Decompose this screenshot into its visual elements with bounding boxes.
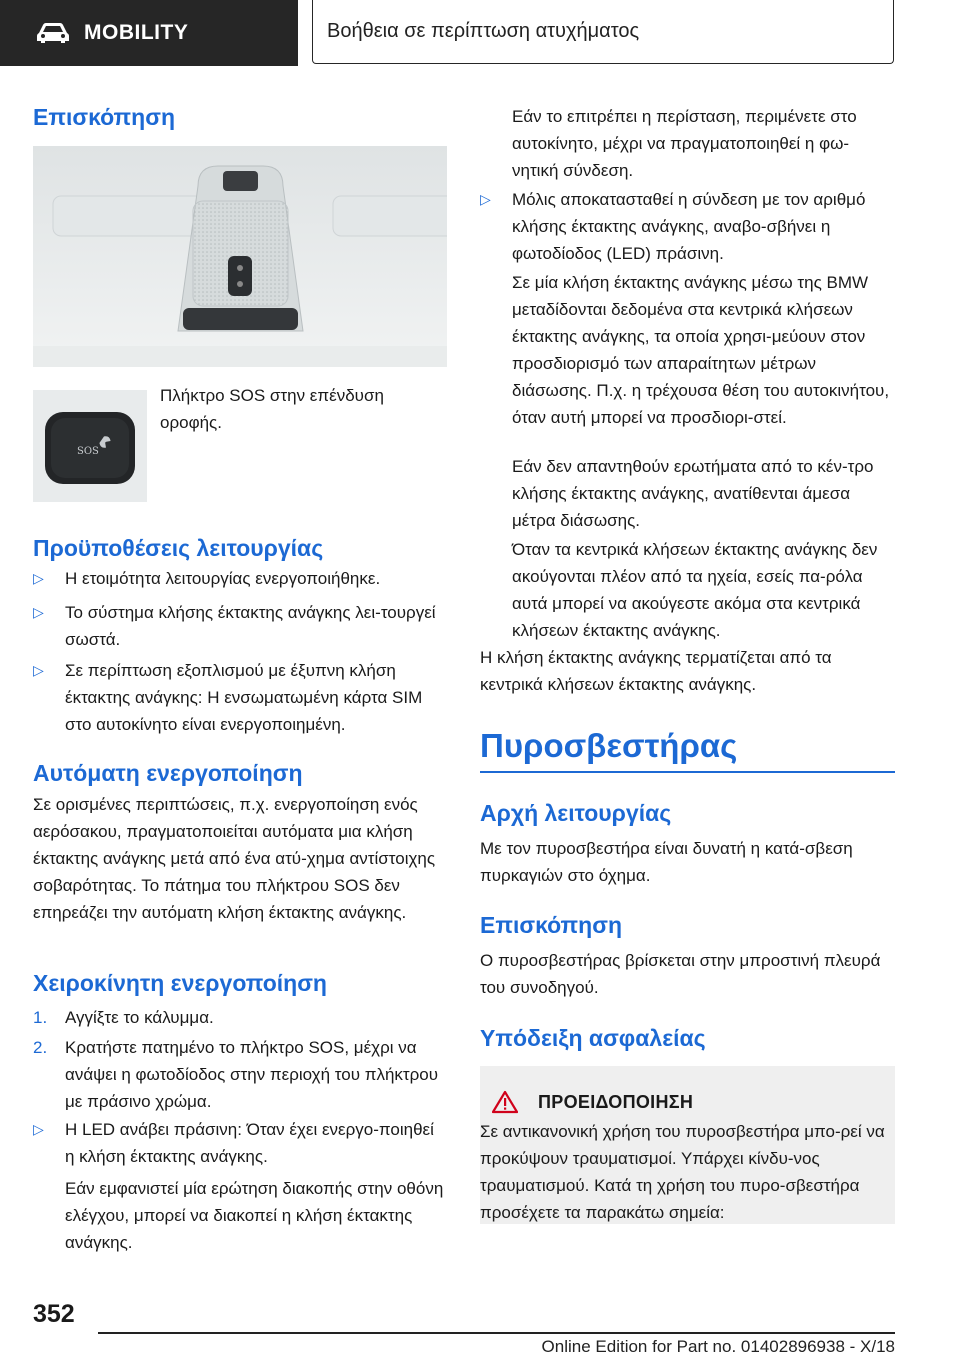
step-number: 1. bbox=[33, 1008, 48, 1027]
list-item: ▷ Το σύστημα κλήσης έκτακτης ανάγκης λει‐τουργεί σωστά. bbox=[33, 599, 447, 653]
overview-heading-2: Επισκόπηση bbox=[480, 912, 622, 938]
footer-edition: Online Edition for Part no. 01402896938 - X/18 bbox=[541, 1337, 895, 1356]
rescue-paragraph: Εάν δεν απαντηθούν ερωτήματα από το κέν‐τρο κλήσης έκτακτης ανάγκης, ανατίθενται άμεσα μέτρα διάσωσης. bbox=[512, 457, 874, 530]
page-number: 352 bbox=[33, 1300, 75, 1328]
photo-caption: Πλήκτρο SOS στην επένδυση οροφής. bbox=[160, 386, 384, 432]
list-item: ▷ Η LED ανάβει πράσινη: Όταν έχει ενεργο‐ποιηθεί η κλήση έκτακτης ανάγκης. bbox=[33, 1116, 447, 1170]
chapter-title: Βοήθεια σε περίπτωση ατυχήματος bbox=[327, 20, 640, 42]
list-item: ▷ Μόλις αποκατασταθεί η σύνδεση με τον αριθμό κλήσης έκτακτης ανάγκης, αναβο‐σβήνει η φωτοδίοδος (LED) πράσινη. bbox=[480, 186, 895, 267]
triangle-bullet-icon: ▷ bbox=[33, 1121, 44, 1137]
prereq-heading: Προϋποθέσεις λειτουργίας bbox=[33, 535, 324, 561]
headliner-photo bbox=[33, 146, 447, 367]
sos-label: SOS bbox=[77, 446, 99, 457]
warning-box bbox=[480, 1066, 895, 1224]
section-tab bbox=[0, 0, 298, 66]
step-item: 2. Κρατήστε πατημένο το πλήκτρο SOS, μέχρι να ανάψει η φωτοδίοδος στην περιοχή του πλήκτρου με πράσινο χρώμα. bbox=[33, 1034, 447, 1115]
step-item: 1. Αγγίξτε το κάλυμμα. bbox=[33, 1004, 447, 1031]
heading-rule bbox=[480, 771, 895, 773]
end-call-paragraph: Η κλήση έκτακτης ανάγκης τερματίζεται από τα κεντρικά κλήσεων έκτακτης ανάγκης. bbox=[480, 648, 832, 694]
extinguisher-heading: Πυροσβεστήρας bbox=[480, 727, 738, 764]
chapter-tab bbox=[312, 0, 894, 64]
led-note: Εάν εμφανιστεί μία ερώτηση διακοπής στην οθόνη ελέγχου, μπορεί να διακοπεί η κλήση έκτακτης ανάγκης. bbox=[65, 1179, 444, 1252]
manual-heading: Χειροκίνητη ενεργοποίηση bbox=[33, 970, 327, 996]
triangle-bullet-icon: ▷ bbox=[33, 604, 44, 620]
warning-title: ΠΡΟΕΙΔΟΠΟΙΗΣΗ bbox=[538, 1092, 694, 1112]
auto-heading: Αυτόματη ενεργοποίηση bbox=[33, 760, 303, 786]
auto-paragraph: Σε ορισμένες περιπτώσεις, π.χ. ενεργοποίηση ενός αερόσακου, πραγματοποιείται αυτόματα μια κλήση έκτακτης ανάγκης μετά από ένα ατύ‐χημα αντίστοιχης σοβαρότητας. Το πάτημα του πλήκτρου SOS δεν επηρεάζει την αυτόματη κλήση έκτακτης ανάγκης. bbox=[33, 795, 436, 922]
principle-paragraph: Με τον πυροσβεστήρα είναι δυνατή η κατά‐σβεση πυρκαγιών στο όχημα. bbox=[480, 839, 853, 885]
step-number: 2. bbox=[33, 1038, 48, 1057]
location-paragraph: Ο πυροσβεστήρας βρίσκεται στην μπροστινή πλευρά του συνοδηγού. bbox=[480, 951, 881, 997]
car-icon bbox=[36, 21, 70, 45]
triangle-bullet-icon: ▷ bbox=[33, 570, 44, 586]
safety-heading: Υπόδειξη ασφαλείας bbox=[480, 1025, 706, 1051]
list-item: ▷ Η ετοιμότητα λειτουργίας ενεργοποιήθηκε. bbox=[33, 565, 447, 592]
section-label: MOBILITY bbox=[84, 21, 189, 44]
triangle-bullet-icon: ▷ bbox=[33, 662, 44, 678]
sos-button-photo bbox=[33, 390, 147, 502]
principle-heading: Αρχή λειτουργίας bbox=[480, 800, 672, 826]
wait-paragraph: Εάν το επιτρέπει η περίσταση, περιμένετε στο αυτοκίνητο, μέχρι να πραγματοποιηθεί η φω‐νητική σύνδεση. bbox=[512, 107, 857, 180]
overview-heading: Επισκόπηση bbox=[33, 104, 175, 130]
page-header bbox=[0, 0, 960, 66]
warning-text: Σε αντικανονική χρήση του πυροσβεστήρα μπο‐ρεί να προκύψουν τραυματισμοί. Υπάρχει κίνδυ‐νος τραυματισμού. Κατά τη χρήση του πυρο‐σβεστήρα προσέχετε τα παρακάτω σημεία: bbox=[480, 1122, 885, 1222]
data-transfer-paragraph: Σε μία κλήση έκτακτης ανάγκης μέσω της BMW μεταδίδονται δεδομένα στα κεντρικά κλήσεων έκτακτης ανάγκης, τα οποία χρησι‐μεύουν στον προσδιορισμό των απαραίτητων μέτρων διάσωσης. Π.χ. η τρέχουσα θέση του αυτοκινήτου, όταν αυτή μπορεί να προσδιορι‐στεί. bbox=[512, 273, 890, 427]
footer-rule bbox=[98, 1332, 895, 1334]
speaker-paragraph: Όταν τα κεντρικά κλήσεων έκτακτης ανάγκης δεν ακούγονται πλέον από τα ηχεία, εσείς πα‐ρόλα αυτά μπορεί να ακούγεστε ακόμα στα κεντρικά κλήσεων έκτακτης ανάγκης. bbox=[512, 540, 878, 640]
triangle-bullet-icon: ▷ bbox=[480, 191, 491, 207]
warning-triangle-icon bbox=[492, 1090, 518, 1114]
list-item: ▷ Σε περίπτωση εξοπλισμού με έξυπνη κλήση έκτακτης ανάγκης: Η ενσωματωμένη κάρτα SIM στο αυτοκίνητο είναι ενεργοποιημένη. bbox=[33, 657, 447, 738]
